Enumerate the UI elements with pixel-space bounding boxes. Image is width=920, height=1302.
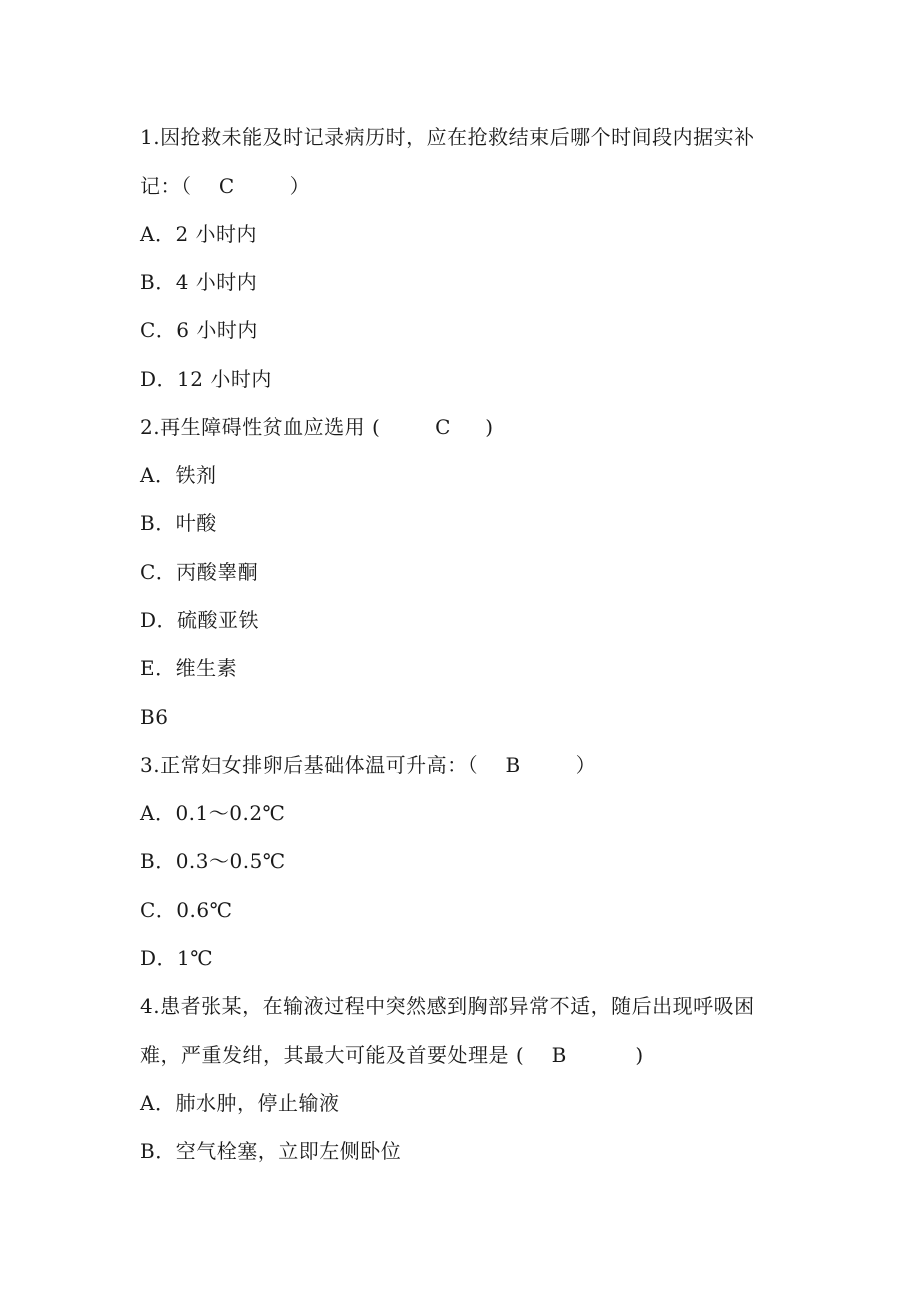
q2-option-b: B．叶酸 bbox=[140, 511, 217, 535]
q2-option-a: A．铁剂 bbox=[140, 463, 217, 487]
q2-option-e-cont: B6 bbox=[140, 705, 169, 729]
q1-option-d: D．12 小时内 bbox=[140, 367, 272, 391]
q4-stem-line2: 难，严重发绀，其最大可能及首要处理是 ( B ) bbox=[140, 1043, 644, 1067]
q4-stem-line1: 4.患者张某，在输液过程中突然感到胸部异常不适，随后出现呼吸困 bbox=[140, 994, 755, 1018]
q2-option-e: E．维生素 bbox=[140, 656, 238, 680]
q4-option-a: A．肺水肿，停止输液 bbox=[140, 1091, 340, 1115]
q3-option-a: A．0.1～0.2℃ bbox=[140, 801, 286, 825]
q1-option-a: A．2 小时内 bbox=[140, 222, 258, 246]
q1-option-b: B．4 小时内 bbox=[140, 270, 258, 294]
q3-option-c: C．0.6℃ bbox=[140, 898, 233, 922]
q3-option-b: B．0.3～0.5℃ bbox=[140, 849, 286, 873]
q4-option-b: B．空气栓塞，立即左侧卧位 bbox=[140, 1139, 402, 1163]
q1-option-c: C．6 小时内 bbox=[140, 318, 258, 342]
q2-stem: 2.再生障碍性贫血应选用 ( C ) bbox=[140, 415, 494, 439]
q3-option-d: D．1℃ bbox=[140, 946, 214, 970]
q1-stem-line2: 记：（ C ） bbox=[140, 174, 311, 198]
q2-option-d: D．硫酸亚铁 bbox=[140, 608, 260, 632]
q1-stem-line1: 1.因抢救未能及时记录病历时，应在抢救结束后哪个时间段内据实补 bbox=[140, 125, 755, 149]
q3-stem: 3.正常妇女排卵后基础体温可升高：（ B ） bbox=[140, 753, 597, 777]
q2-option-c: C．丙酸睾酮 bbox=[140, 560, 259, 584]
